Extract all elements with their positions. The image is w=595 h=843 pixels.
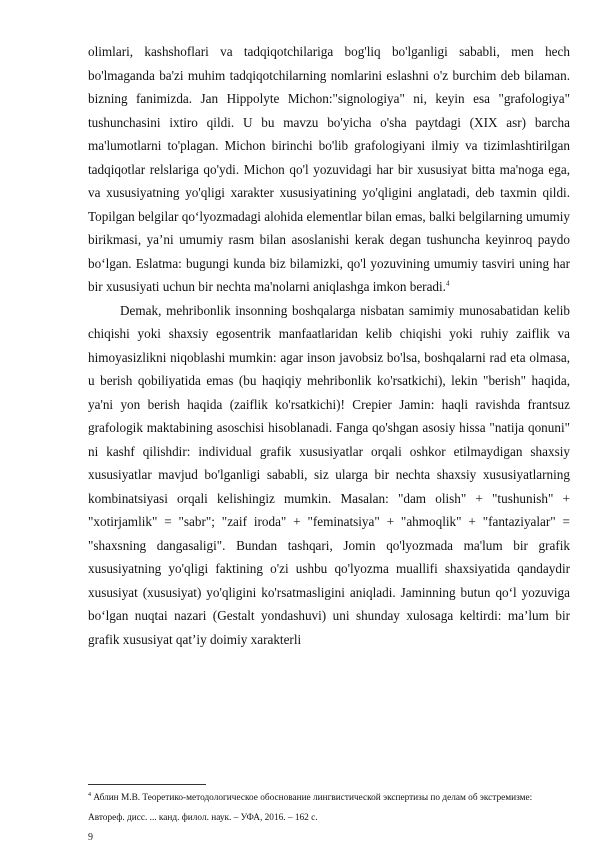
footnote-text: Аблин М.В. Теоретико-методологическое обоснование лингвистической экспертизы по делам об экстремизме: Автореф. дисс. ... канд. филол. наук. – УФА, 2016. – 162 с.	[88, 793, 533, 823]
document-body	[88, 40, 570, 651]
footnote-divider	[88, 784, 206, 785]
page-number: 9	[88, 832, 93, 843]
paragraph-1	[88, 40, 570, 299]
paragraph-2: Demak, mehribonlik insonning boshqalarga nisbatan samimiy munosabatidan kelib chiqishi yoki shaxsiy egosentrik manfaatlaridan kelib chiqishi yoki ruhiy zaiflik va himoyasizlikni niqoblashi mumkin: agar inson javobsiz bo'lsa, boshqalarni rad eta olmasa, u berish qobiliyatida emas (bu haqiqiy mehribonlik ko'rsatkichi), lekin "berish" haqida, ya'ni yon berish haqida (zaiflik ko'rsatkichi)! Crepier Jamin: haqli ravishda frantsuz grafologik maktabining asoschisi hisoblanadi. Fanga qo'shgan asosiy hissa "natija qonuni" ni kashf qilishdir: individual grafik xususiyatlar orqali oshkor etilmaydigan shaxsiy xususiyatlar mavjud bo'lganligi sababli, siz ularga bir nechta shaxsiy xususiyatlarning kombinatsiyasi orqali kelishingiz mumkin. Masalan: "dam olish" + "tushunish" + "xotirjamlik" = "sabr"; "zaif iroda" + "feminatsiya" + "ahmoqlik" + "fantaziyalar" = "shaxsning dangasaligi". Bundan tashqari, Jomin qo'lyozmada ma'lum bir grafik xususiyatning yo'qligi faktining o'zi ushbu qo'lyozma muallifi shaxsiyatida qandaydir xususiyat (xususiyat) yo'qligini ko'rsatmasligini aniqladi. Jaminning butun qo‘l yozuviga bo‘lgan nuqtai nazari (Gestalt yondashuvi) uni shunday xulosaga keltirdi: ma’lum bir grafik xususiyat qat’iy doimiy xarakterli	[88, 302, 570, 647]
footnote-marker: 4	[88, 791, 91, 798]
footnote	[88, 788, 570, 828]
footnote-ref-4[interactable]: 4	[445, 279, 450, 288]
paragraph-1-text: olimlari, kashshoflari va tadqiqotchilariga bog'liq bo'lganligi sababli, men hech bo'lmaganda ba'zi muhim tadqiqotchilarning nomlarini eslashni o'z burchim deb bilaman. bizning fanimizda. Jan Hippolyte Michon:"signologiya" ni, keyin esa "grafologiya" tushunchasini ixtiro qildi. U bu mavzu bo'yicha o'sha paytdagi (XIX asr) barcha ma'lumotlarni to'plagan. Michon birinchi bo'lib grafologiyani ilmiy va tizimlashtirilgan tadqiqotlar relslariga qo'ydi. Michon qo'l yozuvidagi har bir xususiyat bitta ma'noga ega, va xususiyatning yo'qligi xarakter xususiyatining yo'qligini anglatadi, deb taxmin qildi. Topilgan belgilar qo‘lyozmadagi alohida elementlar bilan emas, balki belgilarning umumiy birikmasi, ya’ni umumiy rasm bilan asoslanishi kerak degan tushuncha keyinroq paydo bo‘lgan. Eslatma: bugungi kunda biz bilamizki, qo'l yozuvining umumiy tasviri uning har bir xususiyati uchun bir nechta ma'nolarni aniqlashga imkon beradi.	[88, 44, 570, 294]
